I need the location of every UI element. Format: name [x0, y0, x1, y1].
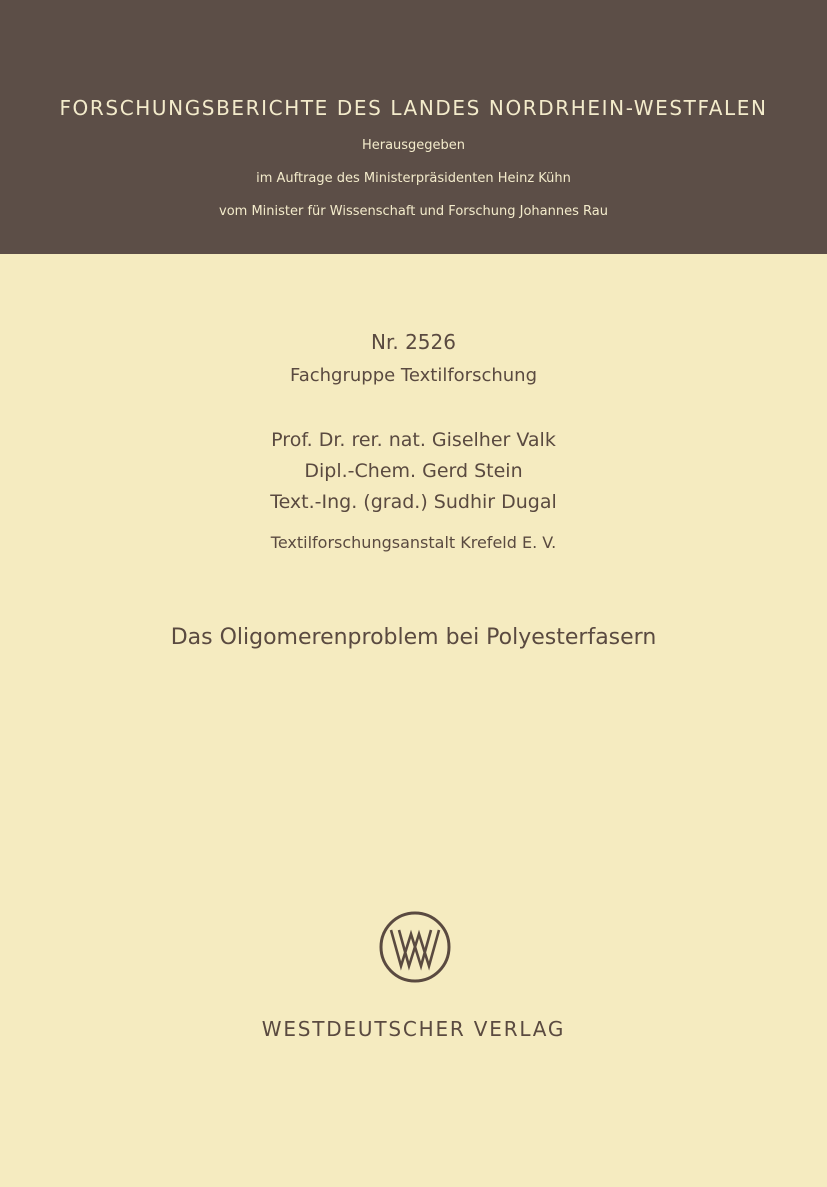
series-title: FORSCHUNGSBERICHTE DES LANDES NORDRHEIN-WESTFALEN [59, 96, 768, 120]
author-1: Prof. Dr. rer. nat. Giselher Valk [271, 429, 556, 451]
publisher-name: WESTDEUTSCHER VERLAG [261, 1017, 566, 1041]
publisher-note-1: Herausgegeben [361, 138, 466, 153]
author-3: Text.-Ing. (grad.) Sudhir Dugal [270, 491, 557, 513]
publisher-note-3: vom Minister für Wissenschaft und Forschung Johannes Rau [219, 204, 608, 219]
author-2: Dipl.-Chem. Gerd Stein [304, 460, 523, 482]
institution: Textilforschungsanstalt Krefeld E. V. [270, 533, 557, 552]
header-band [0, 0, 827, 254]
report-number: Nr. 2526 [371, 330, 456, 354]
publisher-note-2: im Auftrage des Ministerpräsidenten Heinz Kühn [256, 171, 571, 186]
ww-circle-logo-icon [378, 910, 452, 984]
book-title: Das Oligomerenproblem bei Polyesterfasern [170, 625, 657, 650]
subject-group: Fachgruppe Textilforschung [290, 365, 537, 386]
